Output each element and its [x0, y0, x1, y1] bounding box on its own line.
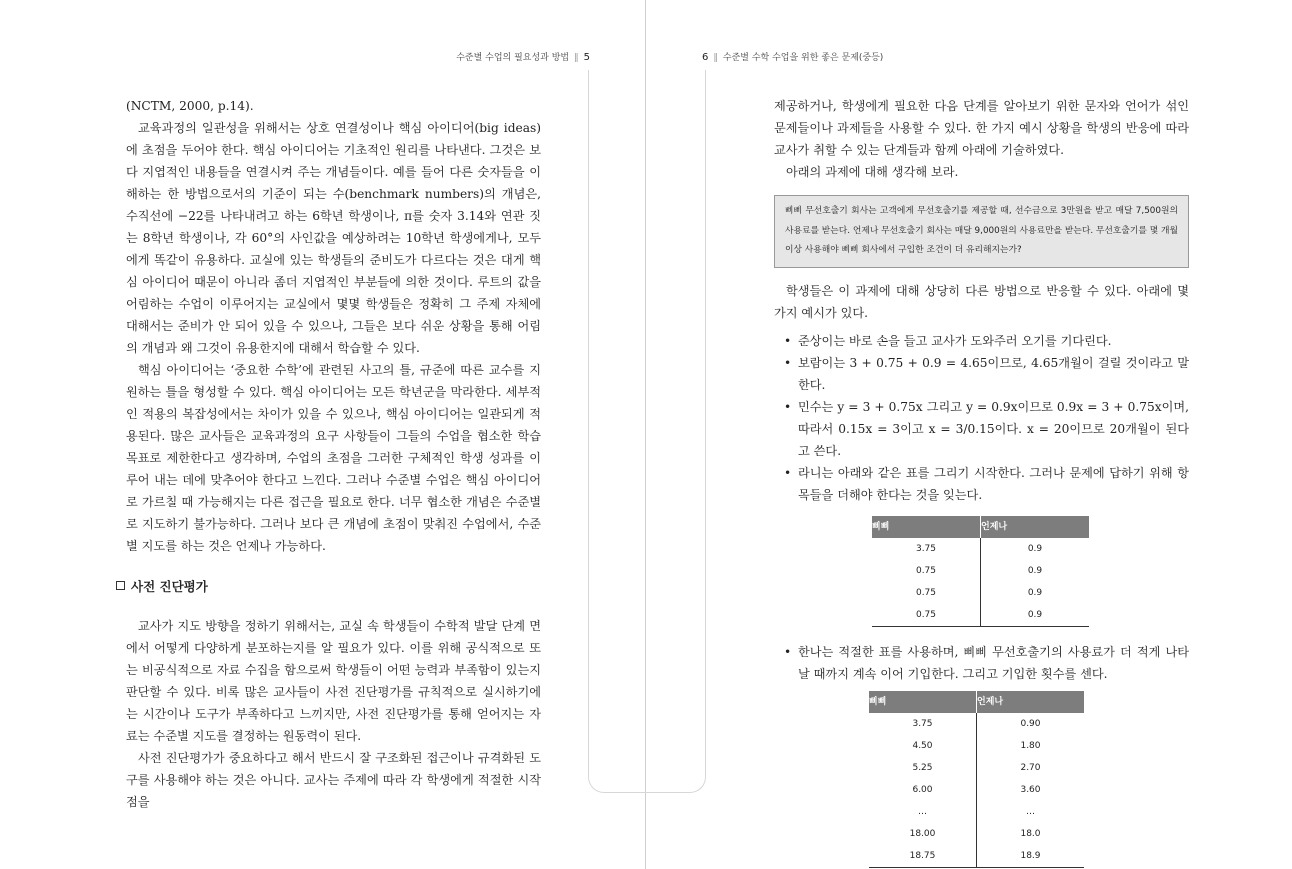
table-cell: 2.70 — [1020, 762, 1041, 773]
table-cell: 0.9 — [1027, 543, 1043, 554]
table-row — [869, 801, 1084, 823]
paragraph-coherence: 교육과정의 일관성을 위해서는 상호 연결성이나 핵심 아이디어(big ideas)에 초점을 두어야 한다. 핵심 아이디어는 기초적인 원리를 나타낸다. 그것은 보다 지엽적인 내용들을 연결시켜 주는 개념들이다. 예를 들어 다른 숫자들을 이해하는 한 방법으로서의 기준이 되는 수(benchmark numbers)의 개념은, 수직선에 −22를 나타내려고 하는 6학년 학생이나, π를 숫자 3.14와 연관 짓는 8학년 학생이나, 각 60°의 사인값을 예상하려는 10학년 학생에게나, 모두에게 똑같이 유용하다. 교실에 있는 학생들의 준비도가 다르다는 것은 대게 핵심 아이디어 때문이 아니라 좀더 지엽적인 부분들에 의한 것이다. 루트의 값을 어림하는 수업이 이루어지는 교실에서 몇몇 학생들은 정확히 그 주제 자체에 대해서는 준비가 안 되어 있을 수 있으나, 그들은 보다 쉬운 상황을 통해 어림의 개념과 왜 그것이 유용한지에 대해서 학습할 수 있다. — [126, 121, 541, 355]
bullet-icon: • — [784, 644, 792, 659]
table-cell: 0.9 — [981, 604, 1090, 627]
table-header-cell: 삐삐 — [869, 691, 977, 713]
left-page-number: 5 — [583, 52, 590, 63]
table-row — [869, 845, 1084, 868]
table-row — [872, 604, 1089, 627]
table-cell: 4.50 — [869, 735, 977, 757]
list-item-text: 민수는 y = 3 + 0.75x 그리고 y = 0.9x이므로 0.9x = 3 + 0.75x이며, 따라서 0.15x = 3이고 x = 3/0.15이다. x = 20이므로 20개월이 된다고 쓴다. — [798, 399, 1189, 458]
table-cell: … — [869, 801, 977, 823]
table-cell: 0.90 — [1020, 718, 1041, 729]
right-running-header — [702, 50, 883, 63]
student-response-list-continued — [774, 641, 1189, 685]
paragraph-preassessment-tools: 사전 진단평가가 중요하다고 해서 반드시 잘 구조화된 접근이나 규격화된 도구를 사용해야 하는 것은 아니다. 교사는 주제에 따라 각 학생에게 적절한 시작점을 — [126, 751, 541, 809]
table-row — [869, 823, 1084, 845]
section-heading — [116, 576, 541, 598]
list-item-text: 라니는 아래와 같은 표를 그리기 시작한다. 그러나 문제에 답하기 위해 항목들을 더해야 한다는 것을 잊는다. — [798, 465, 1189, 502]
list-item — [774, 396, 1189, 462]
header-separator: ‖ — [713, 53, 718, 63]
paragraph-responses: 학생들은 이 과제에 대해 상당히 다른 방법으로 반응할 수 있다. 아래에 몇 가지 예시가 있다. — [774, 283, 1189, 320]
table-cell: … — [1026, 806, 1035, 817]
table-cell: 0.9 — [1027, 587, 1043, 598]
bullet-icon: • — [784, 333, 792, 348]
student-response-list — [774, 330, 1189, 506]
table-header-cell: 언제나 — [981, 516, 1090, 538]
table-hanna — [869, 691, 1084, 868]
paragraph-preassessment: 교사가 지도 방향을 정하기 위해서는, 교실 속 학생들이 수학적 발달 단계 면에서 어떻게 다양하게 분포하는지를 알 필요가 있다. 이를 위해 공식적으로 또는 비공식적으로 자료 수집을 함으로써 학생들이 어떤 능력과 부족함이 있는지 판단할 수 있다. 비록 많은 교사들이 사전 진단평가를 규칙적으로 실시하기에는 시간이나 도구가 부족하다고 느끼지만, 사전 진단평가를 통해 얻어지는 자료는 수준별 지도를 결정하는 원동력이 된다. — [126, 619, 541, 743]
right-page — [646, 0, 1292, 869]
table-cell: 0.75 — [872, 560, 981, 582]
right-body-text — [774, 95, 1189, 868]
table-row — [869, 779, 1084, 801]
table-rani — [872, 516, 1089, 627]
table-cell: 0.9 — [1027, 565, 1043, 576]
table-cell: 6.00 — [869, 779, 977, 801]
paragraph-consider-task: 아래의 과제에 대해 생각해 보라. — [786, 165, 959, 179]
left-page — [0, 0, 645, 869]
table-row — [872, 560, 1089, 582]
table-cell: 18.00 — [869, 823, 977, 845]
list-item — [774, 462, 1189, 506]
table-cell: 3.75 — [869, 713, 977, 735]
paragraph-big-ideas: 핵심 아이디어는 ‘중요한 수학’에 관련된 사고의 틀, 규준에 따른 교수를 지원하는 틀을 형성할 수 있다. 핵심 아이디어는 모든 학년군을 막라한다. 세부적인 적용의 복잡성에서는 차이가 있을 수 있으나, 핵심 아이디어는 일관되게 적용된다. 많은 교사들은 교육과정의 요구 사항들이 그들의 수업을 협소한 학습 목표로 제한한다고 생각하며, 수업의 초점을 그러한 구체적인 학생 성과를 이루어 내는 데에 맞추어야 한다고 느낀다. 그러나 수준별 수업은 핵심 아이디어로 가르칠 때 가능해지는 다른 접근을 필요로 한다. 너무 협소한 개념은 수준별로 지도하기 불가능하다. 그러나 보다 큰 개념에 초점이 맞춰진 수업에서, 수준별 지도를 하는 것은 언제나 가능하다. — [126, 363, 541, 553]
table-cell: 3.75 — [872, 538, 981, 560]
paragraph-continuation: 제공하거나, 학생에게 필요한 다음 단계를 알아보기 위한 문자와 언어가 섞인 문제들이나 과제들을 사용할 수 있다. 한 가지 예시 상황을 학생의 반응에 따라 교사가 취할 수 있는 단계들과 함께 아래에 기술하였다. — [774, 99, 1189, 157]
bullet-icon: • — [784, 399, 792, 414]
list-item — [774, 352, 1189, 396]
table-header-row — [869, 691, 1084, 713]
left-body-text — [126, 95, 541, 813]
table-row — [872, 582, 1089, 604]
table-header-row — [872, 516, 1089, 538]
table-header-cell: 삐삐 — [872, 516, 981, 538]
bullet-icon: • — [784, 355, 792, 370]
bullet-icon: • — [784, 465, 792, 480]
list-item — [774, 641, 1189, 685]
table-cell: 0.75 — [872, 604, 981, 627]
table-cell: 5.25 — [869, 757, 977, 779]
table-row — [869, 757, 1084, 779]
table-cell: 18.75 — [869, 845, 977, 868]
table-row — [869, 735, 1084, 757]
left-header-title: 수준별 수업의 필요성과 방법 — [456, 53, 570, 63]
table-header-cell: 언제나 — [977, 691, 1085, 713]
list-item — [774, 330, 1189, 352]
right-header-title: 수준별 수학 수업을 위한 좋은 문제(중등) — [722, 53, 884, 63]
section-title: 사전 진단평가 — [131, 579, 208, 594]
list-item-text: 한나는 적절한 표를 사용하며, 삐삐 무선호출기의 사용료가 더 적게 나타날 때까지 계속 이어 기입한다. 그리고 기입한 횟수를 센다. — [798, 644, 1189, 681]
table-cell: 3.60 — [1020, 784, 1041, 795]
list-item-text: 보람이는 3 + 0.75 + 0.9 = 4.65이므로, 4.65개월이 걸릴 것이라고 말한다. — [798, 355, 1189, 392]
table-cell: 1.80 — [1020, 740, 1041, 751]
right-page-number: 6 — [702, 52, 709, 63]
table-cell: 0.75 — [872, 582, 981, 604]
left-running-header — [456, 50, 590, 63]
square-bullet-icon — [116, 581, 125, 590]
problem-box: 삐삐 무선호출기 회사는 고객에게 무선호출기를 제공할 때, 선수금으로 3만원을 받고 매달 7,500원의 사용료를 받는다. 언제나 무선호출기 회사는 매달 9,000원의 사용료만을 받는다. 무선호출기를 몇 개월 이상 사용해야 삐삐 회사에서 구입한 조건이 더 유리해지는가? — [774, 195, 1189, 268]
table-row — [872, 538, 1089, 560]
paragraph-citation: (NCTM, 2000, p.14). — [126, 99, 254, 113]
table-cell: 18.9 — [977, 845, 1085, 868]
list-item-text: 준상이는 바로 손을 들고 교사가 도와주러 오기를 기다린다. — [798, 333, 1112, 348]
table-cell: 18.0 — [1020, 828, 1041, 839]
header-separator: ‖ — [574, 53, 579, 63]
table-row — [869, 713, 1084, 735]
